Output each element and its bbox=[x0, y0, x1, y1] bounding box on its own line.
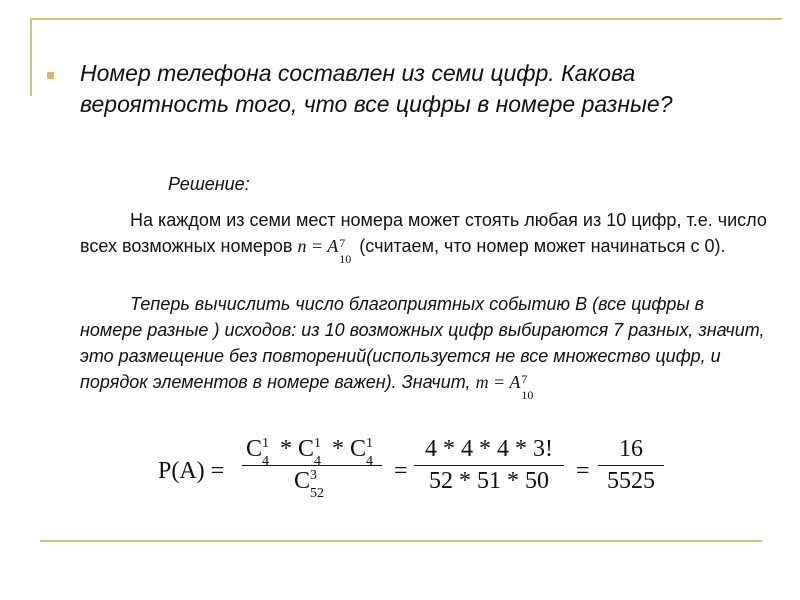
fraction-numeric bbox=[414, 436, 564, 495]
fraction-result bbox=[598, 436, 664, 495]
bottom-border-line bbox=[40, 540, 762, 542]
fraction-3-denominator: 5525 bbox=[607, 468, 655, 494]
formula-lhs: P(A) = bbox=[158, 458, 225, 484]
paragraph-1-text-after: (считаем, что номер может начинаться с 0). bbox=[354, 236, 726, 256]
fraction-3-numerator: 16 bbox=[619, 436, 643, 462]
equals-sign-2: = bbox=[394, 458, 408, 484]
paragraph-2-text: Теперь вычислить число благоприятных событию В (все цифры в номере разные ) исходов: из 10 возможных цифр выбираются 7 разных, значит, это размещение без повторений(используется не все множество цифр, и порядок элементов в номере важен). Значит, bbox=[80, 294, 765, 392]
formula-m: m = A 7 10 bbox=[475, 372, 534, 402]
probability-formula bbox=[158, 436, 678, 516]
bullet-marker bbox=[47, 72, 54, 79]
formula-n: n = A 7 10 bbox=[297, 236, 352, 266]
equals-sign-3: = bbox=[576, 458, 590, 484]
left-border-line bbox=[30, 18, 32, 96]
fraction-2-numerator: 4 * 4 * 4 * 3! bbox=[425, 436, 553, 462]
top-border-line bbox=[30, 18, 782, 20]
fraction-1-numerator: C 1 4 * C 1 4 * C 1 4 bbox=[246, 436, 374, 469]
solution-paragraph-2 bbox=[80, 291, 770, 402]
paragraph-1-text-before: На каждом из семи мест номера может стоять любая из 10 цифр, т.е. число всех возможных номеров bbox=[80, 210, 767, 256]
fraction-2-denominator: 52 * 51 * 50 bbox=[429, 468, 549, 494]
fraction-combinations bbox=[242, 436, 382, 501]
solution-heading: Решение: bbox=[168, 174, 250, 194]
fraction-1-denominator: C 3 52 bbox=[293, 468, 324, 501]
problem-statement: Номер телефона составлен из семи цифр. Какова вероятность того, что все цифры в номере разные? bbox=[80, 60, 673, 117]
solution-paragraph-1 bbox=[80, 207, 770, 266]
